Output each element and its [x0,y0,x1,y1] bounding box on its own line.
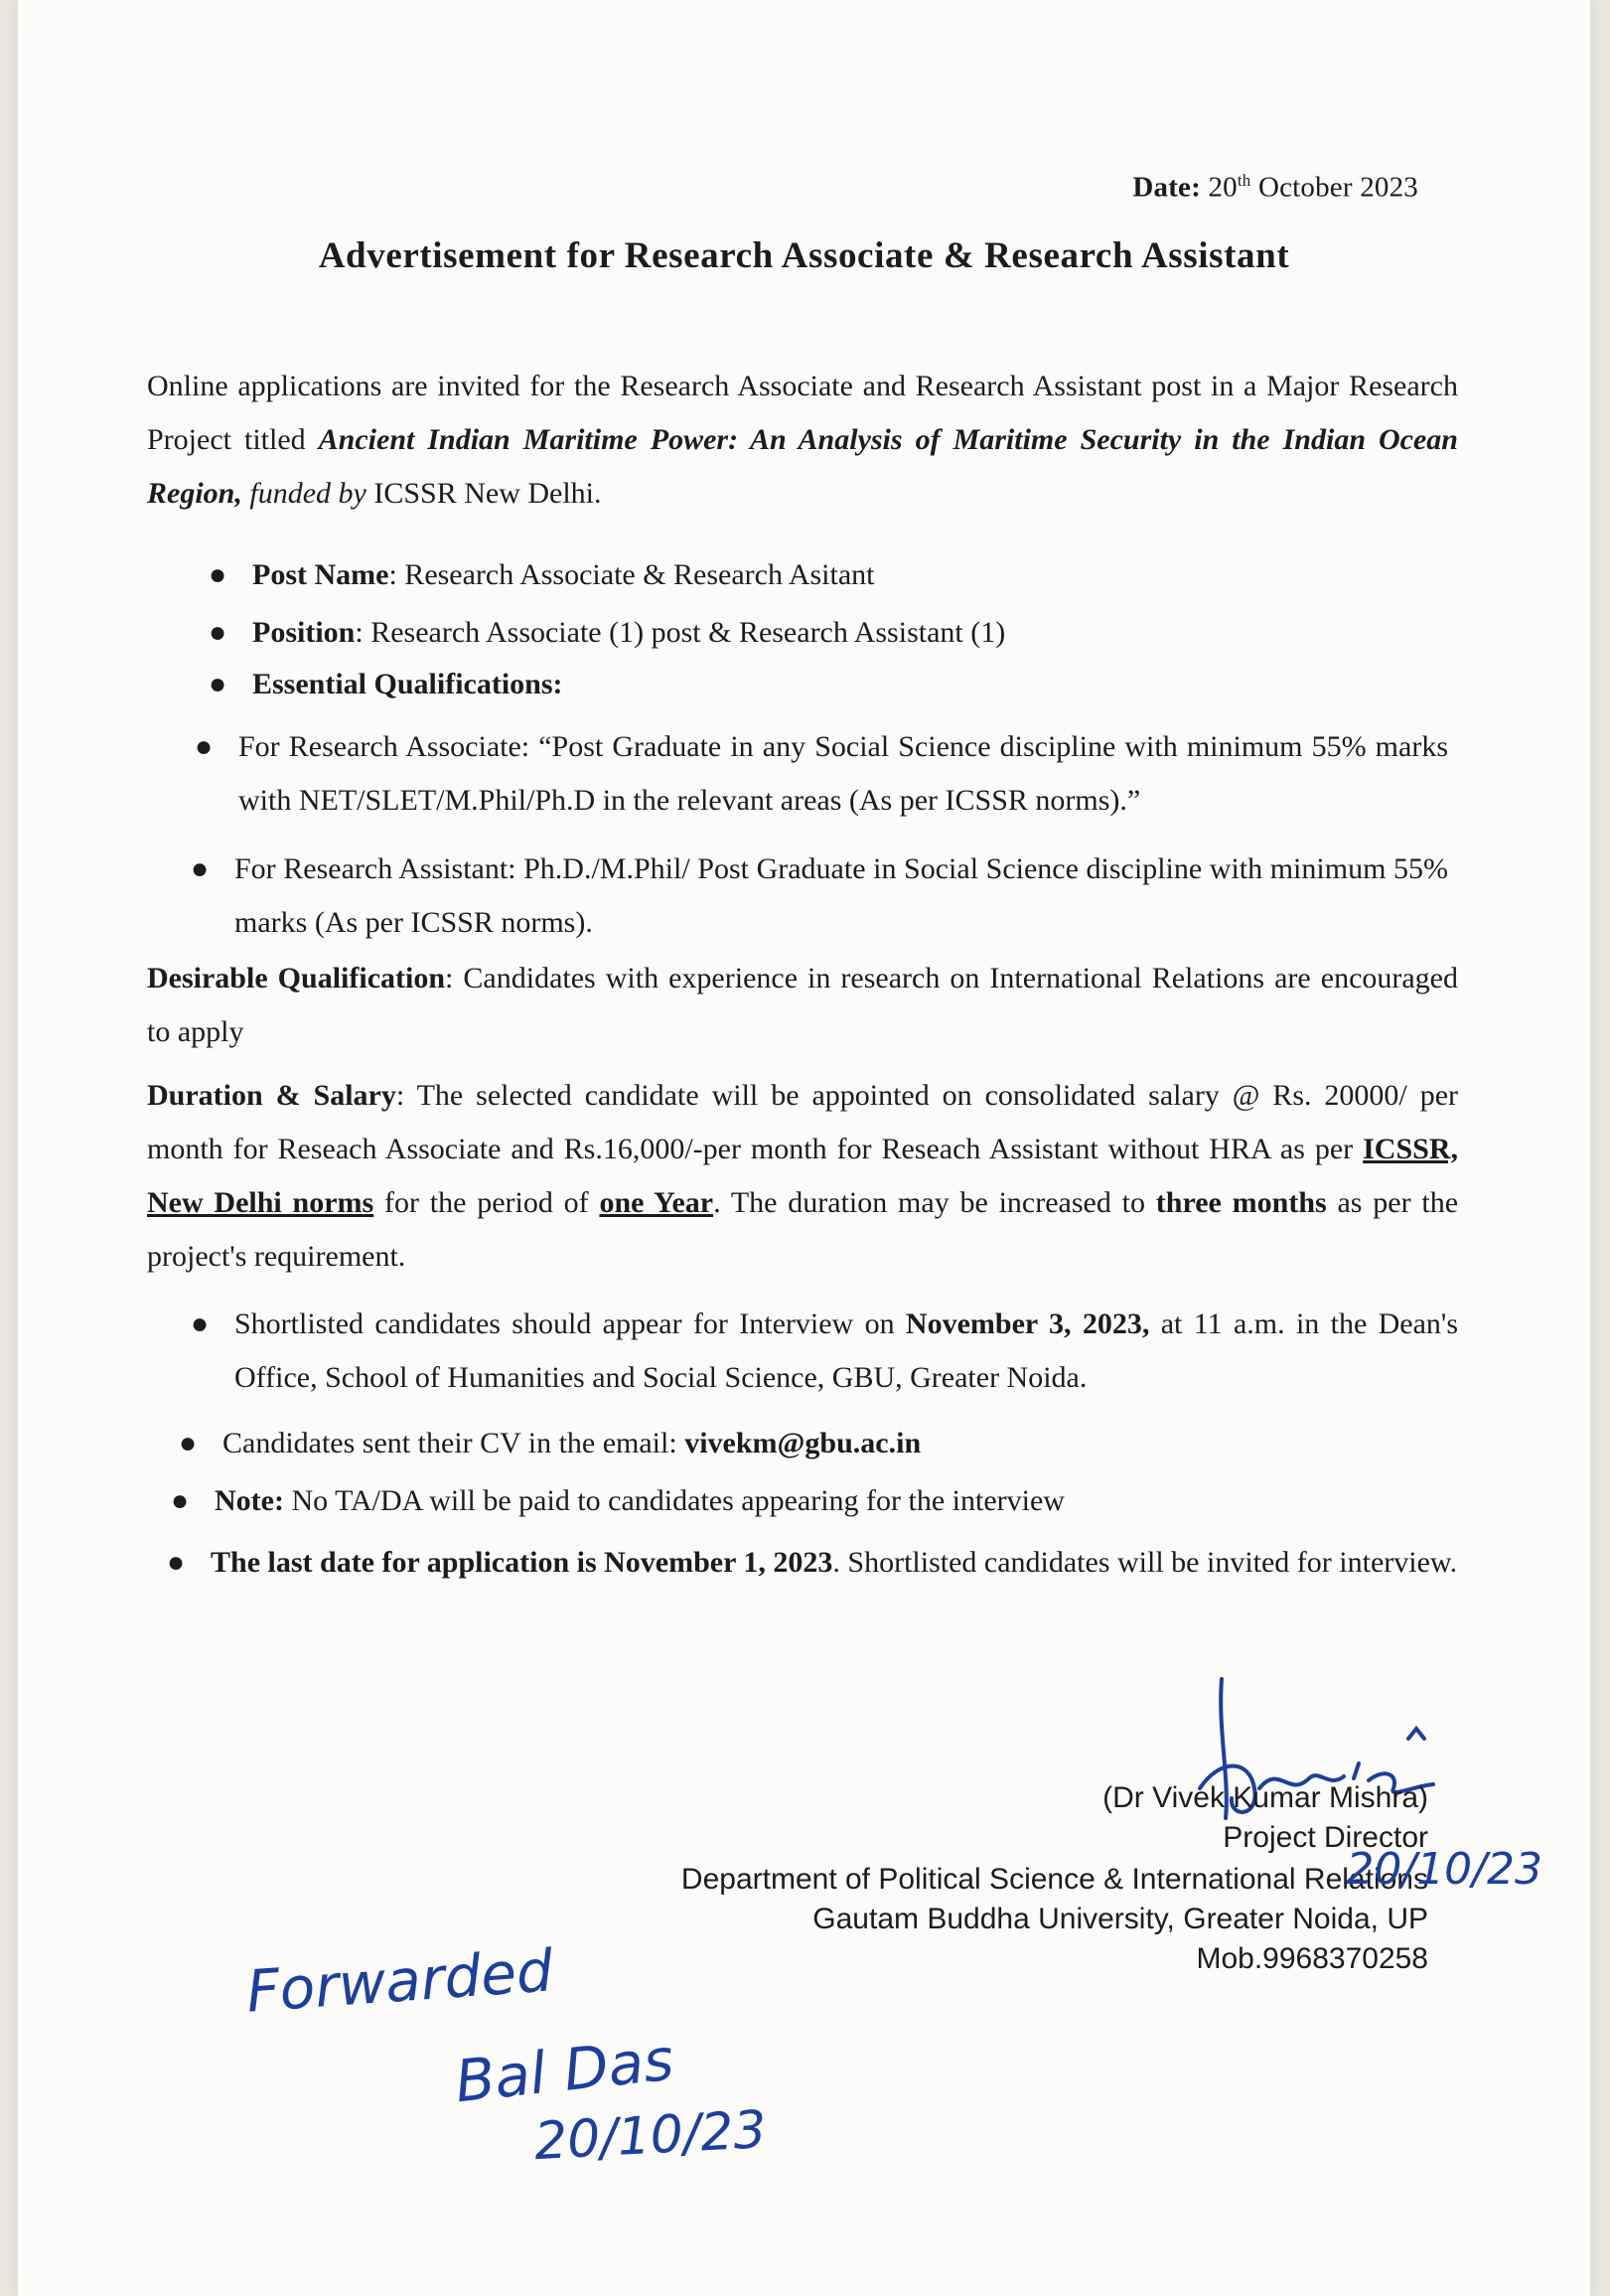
last-date: The last date for application is November 1, 2023 [211,1546,833,1579]
forwarded-handwritten: Forwarded [244,1936,555,2026]
desirable-label: Desirable Qualification [147,962,446,995]
note-label: Note: [215,1484,284,1517]
list-item-essential [209,658,1444,711]
date-label: Date: [1132,171,1201,204]
signature-date-handwritten: 20/10/23 [1346,1844,1542,1895]
interview-venue: at 11 a.m. in the Dean's Office, School of Humanities and Social Science, GBU, Greater Noida. [234,1307,1459,1394]
extension-text: three months [1155,1186,1327,1219]
rasst-qualification-text: For Research Assistant: Ph.D./M.Phil/ Post Graduate in Social Science discipline with minimum 55% marks (As per ICSSR norms). [234,852,1448,939]
signatory-mobile: Mob.9968370258 [1196,1942,1428,1975]
desirable-qualification [147,952,1458,1059]
list-item-note [171,1474,1458,1528]
document-page [18,0,1590,2296]
signatory-name: (Dr Vivek Kumar Mishra) [1102,1781,1428,1814]
list-item-interview [191,1298,1459,1405]
intro-paragraph [147,360,1458,521]
signatory-department: Department of Political Science & International Relations [680,1863,1428,1896]
list-item-email [179,1417,1458,1470]
bullet-icon: ● [167,1546,186,1579]
post-name-label: Post Name [252,558,389,591]
interview-date: November 3, 2023, [905,1307,1150,1340]
interview-text: Shortlisted candidates should appear for Interview on [234,1307,906,1340]
position-label: Position [252,616,356,649]
date-month-year: October 2023 [1257,171,1418,204]
duration-salary [147,1069,1458,1284]
bullet-icon: ● [191,1307,210,1340]
duration-label: Duration & Salary [147,1079,396,1112]
funded-by: funded by [249,477,366,510]
list-item-position [209,606,1444,660]
duration-text: . The duration may be increased to [713,1186,1156,1219]
signature-block [681,1778,1428,1979]
funding-agency: ICSSR New Delhi. [366,477,602,510]
email-address: vivekm@gbu.ac.in [684,1427,922,1459]
project-title: Ancient Indian Maritime Power: An Analysis of Maritime Security in the Indian Ocean Region, [147,423,1458,510]
bullet-icon: ● [209,616,227,649]
post-name-value: : Research Associate & Research Asitant [388,558,875,591]
essential-qualifications-label: Essential Qualifications: [252,668,563,700]
signatory-designation: Project Director [1223,1821,1428,1854]
duration-text: : The selected candidate will be appointed on consolidated salary @ Rs. 20000/ per month for Reseach Associate and Rs.16,000/-per month for Reseach Assistant without HRA as per [147,1079,1459,1165]
position-value: : Research Associate (1) post & Research Assistant (1) [355,616,1006,649]
date-day: 20 [1208,171,1238,204]
bullet-icon: ● [171,1484,190,1517]
list-item-rasst-qualification [191,842,1448,950]
last-date-text: . Shortlisted candidates will be invited for interview. [832,1546,1458,1579]
norms-text: ICSSR, New Delhi norms [147,1133,1458,1219]
ra-qualification-text: For Research Associate: “Post Graduate in any Social Science discipline with minimum 55% marks with NET/SLET/M.Phil/Ph.D in the relevant areas (As per ICSSR norms).” [238,730,1448,817]
list-item-ra-qualification [195,720,1448,828]
signatory-university: Gautam Buddha University, Greater Noida, UP [812,1903,1428,1935]
email-text: Candidates sent their CV in the email: [222,1427,685,1459]
bullet-icon: ● [191,852,210,885]
bullet-icon: ● [179,1427,198,1459]
bullet-icon: ● [209,558,227,591]
note-text: No TA/DA will be paid to candidates appearing for the interview [283,1484,1065,1517]
period-text: one Year [599,1186,714,1219]
duration-text: for the period of [373,1186,600,1219]
bullet-icon: ● [209,668,227,700]
date-suffix: th [1237,171,1251,190]
page-title: Advertisement for Research Associate & Research Assistant [318,235,1290,276]
document-date [1132,171,1418,205]
bullet-icon: ● [195,730,214,763]
intro-text: Online applications are invited for the Research Associate and Research Assistant post in a Major Research Project titled [147,370,1458,456]
forwarder-initials-handwritten: Bal Das [452,2025,677,2116]
desirable-text: : Candidates with experience in research on International Relations are encouraged to apply [147,962,1458,1048]
duration-text: as per the project's requirement. [147,1186,1459,1273]
list-item-last-date [167,1536,1458,1590]
forwarded-date-handwritten: 20/10/23 [532,2099,768,2173]
list-item-post-name [209,548,1444,602]
